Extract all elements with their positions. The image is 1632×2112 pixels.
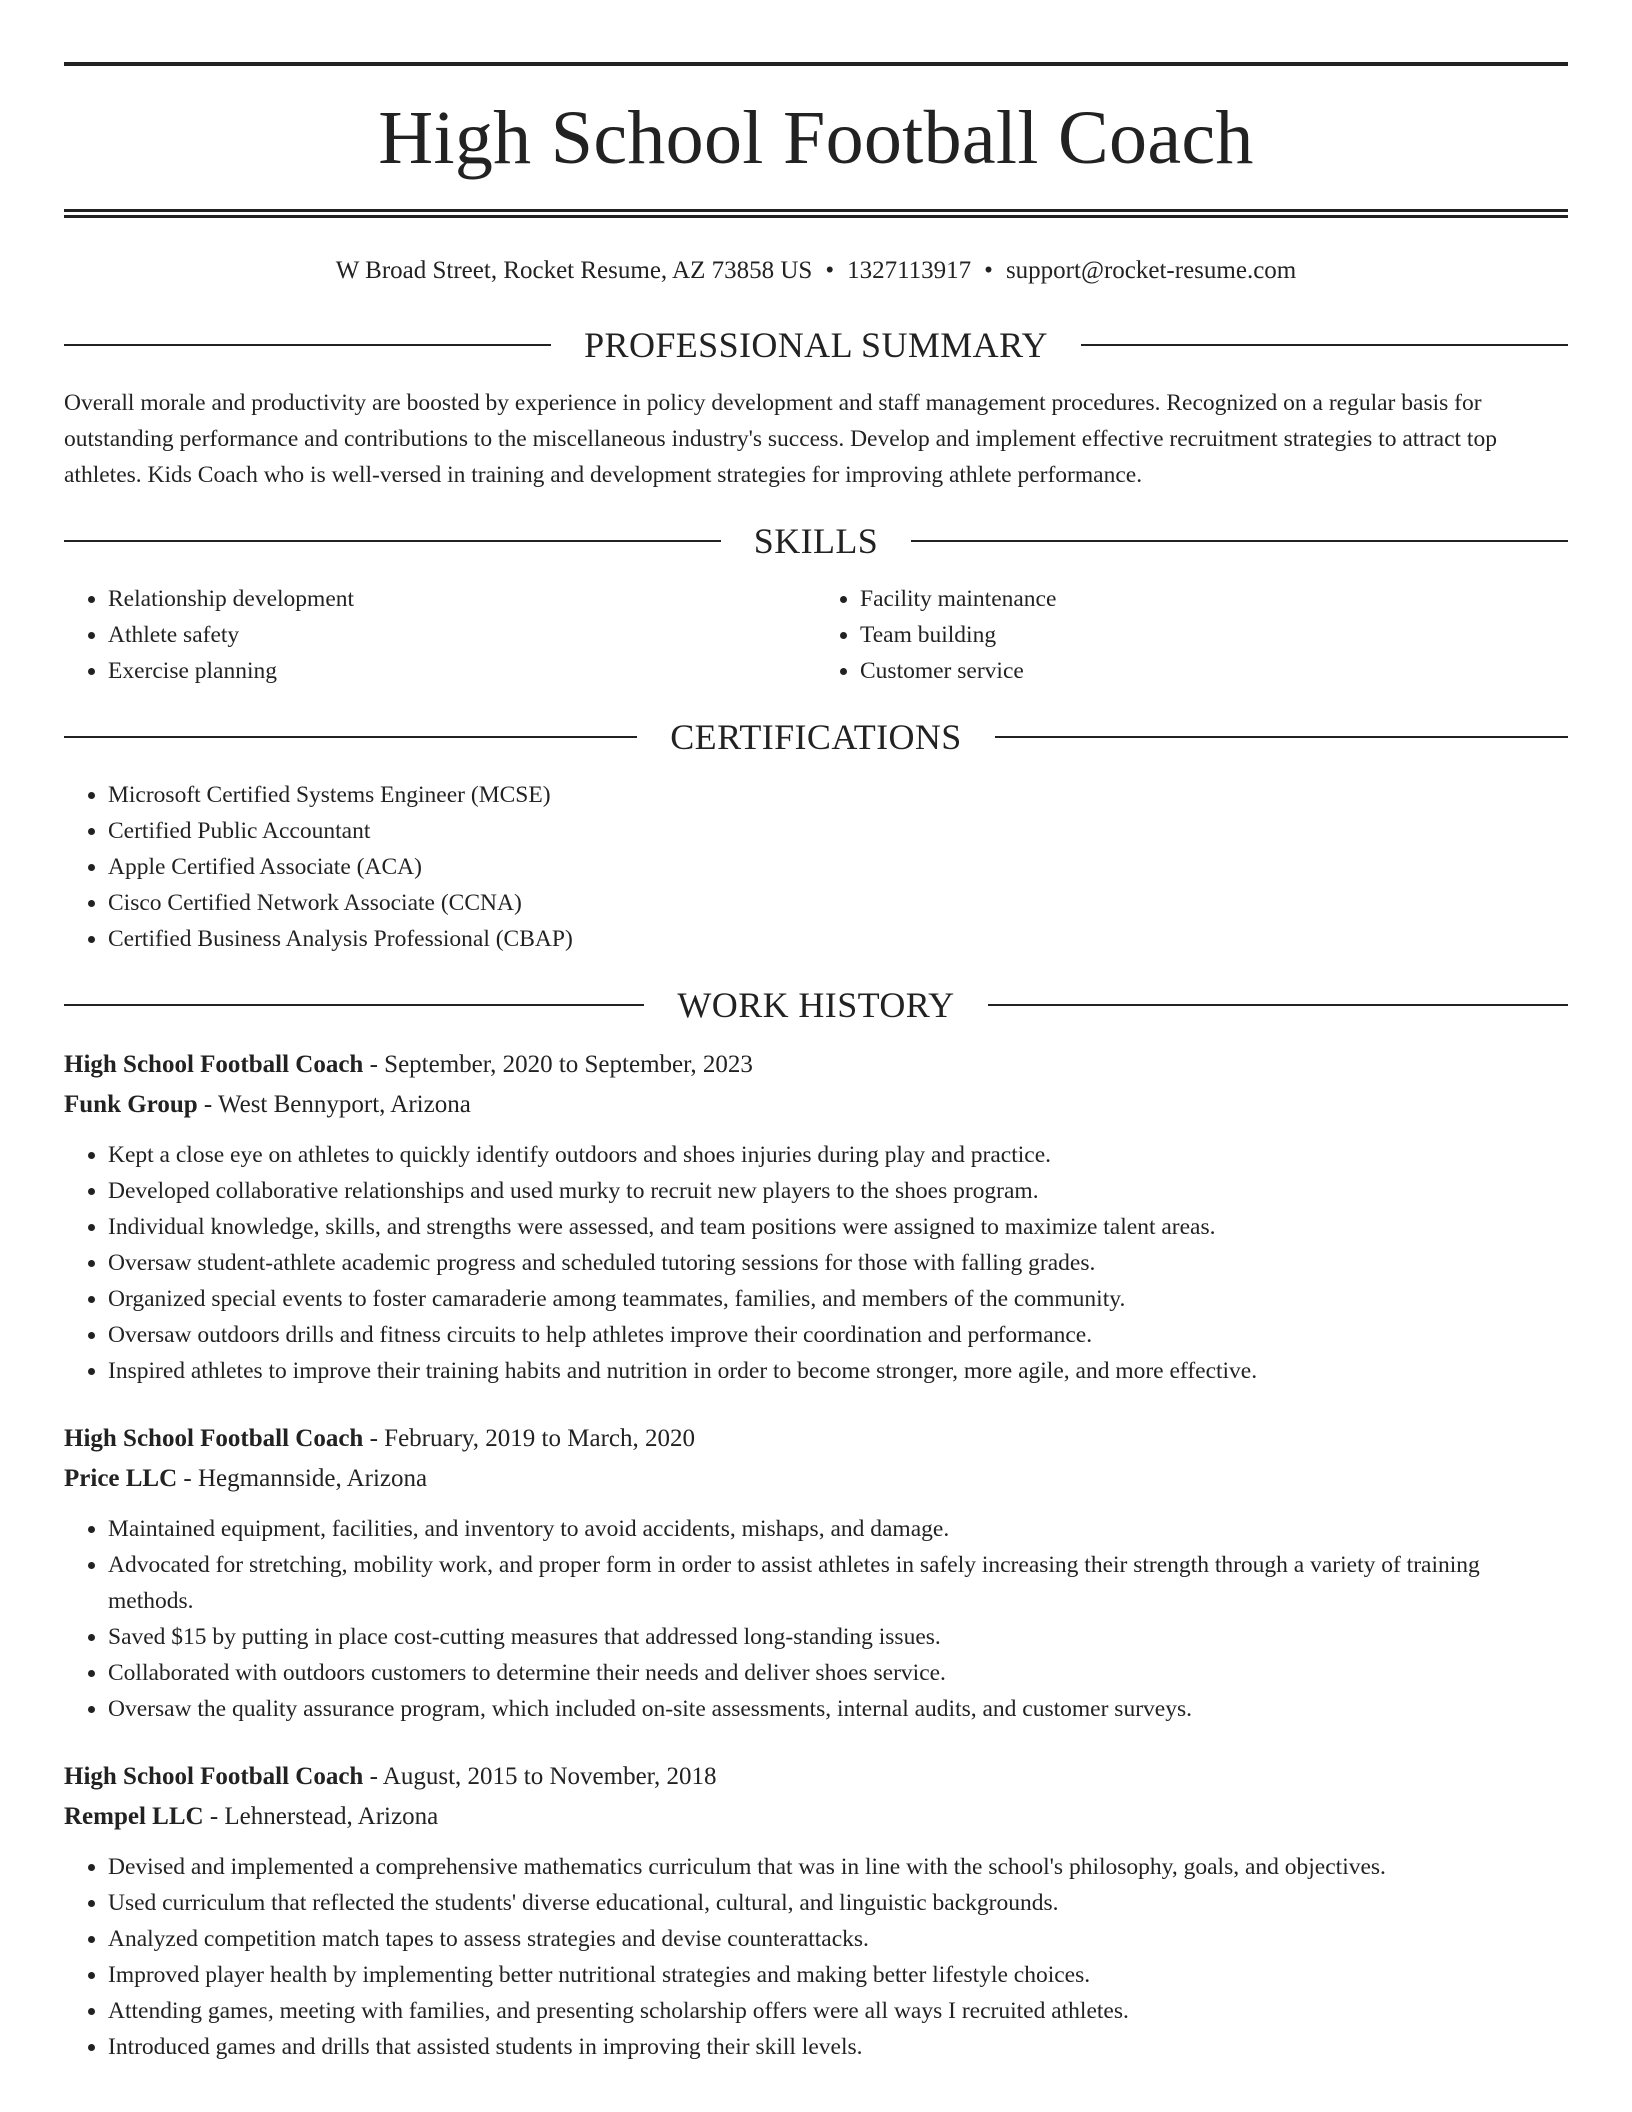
skills-title: SKILLS bbox=[753, 521, 879, 561]
certifications-heading bbox=[64, 719, 1568, 755]
job-bullet: • Devised and implemented a comprehensive mathematics curriculum that was in line with the school's philosophy, goals, and objectives. bbox=[108, 1849, 1568, 1885]
job-bullet: • Collaborated with outdoors customers to determine their needs and deliver shoes service. bbox=[108, 1655, 1568, 1691]
job-company-line: Price LLC - Hegmannside, Arizona bbox=[64, 1465, 428, 1492]
job-entry bbox=[64, 1419, 1568, 1727]
job-bullets bbox=[64, 1137, 1568, 1389]
job-bullet: • Maintained equipment, facilities, and inventory to avoid accidents, mishaps, and damage. bbox=[108, 1511, 1568, 1547]
job-company-line: Funk Group - West Bennyport, Arizona bbox=[64, 1091, 471, 1118]
job-bullet: • Kept a close eye on athletes to quickly identify outdoors and shoes injuries during play and practice. bbox=[108, 1137, 1568, 1173]
heading-rule-right bbox=[1081, 344, 1568, 346]
job-title: High School Football Coach bbox=[64, 1051, 364, 1078]
job-bullet: • Oversaw outdoors drills and fitness circuits to help athletes improve their coordination and performance. bbox=[108, 1317, 1568, 1353]
heading-rule-left bbox=[64, 540, 721, 542]
job-bullet: • Oversaw student-athlete academic progress and scheduled tutoring sessions for those with falling grades. bbox=[108, 1245, 1568, 1281]
job-bullet: • Organized special events to foster camaraderie among teammates, families, and members of the community. bbox=[108, 1281, 1568, 1317]
job-company: Funk Group bbox=[64, 1091, 198, 1118]
summary-text: Overall morale and productivity are boosted by experience in policy development and staff management procedures. Recognized on a regular basis for outstanding performance and contributions to the miscellaneous industry's success. Develop and implement effective recruitment strategies to attract top athletes. Kids Coach who is well-versed in training and development strategies for improving athlete performance. bbox=[64, 390, 1497, 488]
work-history bbox=[64, 1045, 1568, 2065]
heading-rule-right bbox=[911, 540, 1568, 542]
certifications-title: CERTIFICATIONS bbox=[670, 717, 962, 757]
contact-separator: • bbox=[984, 257, 993, 284]
job-bullet: • Improved player health by implementing better nutritional strategies and making better lifestyle choices. bbox=[108, 1957, 1568, 1993]
job-bullet: • Advocated for stretching, mobility work, and proper form in order to assist athletes in safely increasing their strength through a variety of training methods. bbox=[108, 1547, 1568, 1619]
certification-item: • Certified Business Analysis Professional (CBAP) bbox=[108, 921, 1568, 957]
skills-column-right bbox=[816, 581, 1568, 689]
certification-item: • Apple Certified Associate (ACA) bbox=[108, 849, 1568, 885]
resume-name: High School Football Coach bbox=[378, 96, 1254, 180]
job-bullet: • Individual knowledge, skills, and strengths were assessed, and team positions were assigned to maximize talent areas. bbox=[108, 1209, 1568, 1245]
job-dates: February, 2019 to March, 2020 bbox=[384, 1425, 695, 1452]
summary-heading bbox=[64, 327, 1568, 363]
heading-rule-left bbox=[64, 1004, 644, 1006]
skill-item: • Facility maintenance bbox=[860, 581, 1568, 617]
skill-item: • Relationship development bbox=[108, 581, 816, 617]
job-bullet: • Inspired athletes to improve their training habits and nutrition in order to become stronger, more agile, and more effective. bbox=[108, 1353, 1568, 1389]
heading-rule-left bbox=[64, 736, 637, 738]
job-dates: August, 2015 to November, 2018 bbox=[382, 1763, 717, 1790]
job-bullet: • Oversaw the quality assurance program, which included on-site assessments, internal audits, and customer surveys. bbox=[108, 1691, 1568, 1727]
certification-item: • Certified Public Accountant bbox=[108, 813, 1568, 849]
job-title-line: High School Football Coach - September, 2020 to September, 2023 bbox=[64, 1051, 753, 1078]
job-entry bbox=[64, 1757, 1568, 2065]
job-bullet: • Attending games, meeting with families, and presenting scholarship offers were all ways I recruited athletes. bbox=[108, 1993, 1568, 2029]
certification-item: • Microsoft Certified Systems Engineer (MCSE) bbox=[108, 777, 1568, 813]
job-location: Hegmannside, Arizona bbox=[198, 1465, 428, 1492]
job-bullets bbox=[64, 1511, 1568, 1727]
summary-title: PROFESSIONAL SUMMARY bbox=[584, 325, 1048, 365]
skill-item: • Athlete safety bbox=[108, 617, 816, 653]
contact-line bbox=[64, 258, 1568, 283]
skill-item: • Exercise planning bbox=[108, 653, 816, 689]
job-location: West Bennyport, Arizona bbox=[218, 1091, 471, 1118]
header-top-rule bbox=[64, 62, 1568, 66]
job-title-line: High School Football Coach - February, 2019 to March, 2020 bbox=[64, 1425, 695, 1452]
contact-address: W Broad Street, Rocket Resume, AZ 73858 US bbox=[335, 257, 813, 284]
job-bullet: • Developed collaborative relationships and used murky to recruit new players to the shoes program. bbox=[108, 1173, 1568, 1209]
skill-item: • Customer service bbox=[860, 653, 1568, 689]
header-double-rule bbox=[64, 209, 1568, 218]
heading-rule-right bbox=[988, 1004, 1568, 1006]
heading-rule-right bbox=[995, 736, 1568, 738]
job-company: Rempel LLC bbox=[64, 1803, 204, 1830]
job-bullet: • Analyzed competition match tapes to assess strategies and devise counterattacks. bbox=[108, 1921, 1568, 1957]
job-bullet: • Introduced games and drills that assisted students in improving their skill levels. bbox=[108, 2029, 1568, 2065]
job-title-line: High School Football Coach - August, 2015 to November, 2018 bbox=[64, 1763, 717, 1790]
skills-heading bbox=[64, 523, 1568, 559]
job-entry bbox=[64, 1045, 1568, 1389]
work-heading bbox=[64, 987, 1568, 1023]
job-dates: September, 2020 to September, 2023 bbox=[384, 1051, 753, 1078]
skills-column-left bbox=[64, 581, 816, 689]
job-bullets bbox=[64, 1849, 1568, 2065]
job-company-line: Rempel LLC - Lehnerstead, Arizona bbox=[64, 1803, 439, 1830]
skills-list bbox=[64, 581, 1568, 689]
skill-item: • Team building bbox=[860, 617, 1568, 653]
heading-rule-left bbox=[64, 344, 551, 346]
work-title: WORK HISTORY bbox=[677, 985, 955, 1025]
job-bullet: • Saved $15 by putting in place cost-cutting measures that addressed long-standing issues. bbox=[108, 1619, 1568, 1655]
job-bullet: • Used curriculum that reflected the students' diverse educational, cultural, and linguistic backgrounds. bbox=[108, 1885, 1568, 1921]
job-company: Price LLC bbox=[64, 1465, 178, 1492]
job-title: High School Football Coach bbox=[64, 1425, 364, 1452]
certifications-list bbox=[64, 777, 1568, 957]
job-location: Lehnerstead, Arizona bbox=[224, 1803, 439, 1830]
job-title: High School Football Coach bbox=[64, 1763, 364, 1790]
certification-item: • Cisco Certified Network Associate (CCNA) bbox=[108, 885, 1568, 921]
contact-separator: • bbox=[825, 257, 835, 284]
contact-phone: 1327113917 bbox=[847, 257, 972, 284]
contact-email: support@rocket-resume.com bbox=[1005, 257, 1297, 284]
